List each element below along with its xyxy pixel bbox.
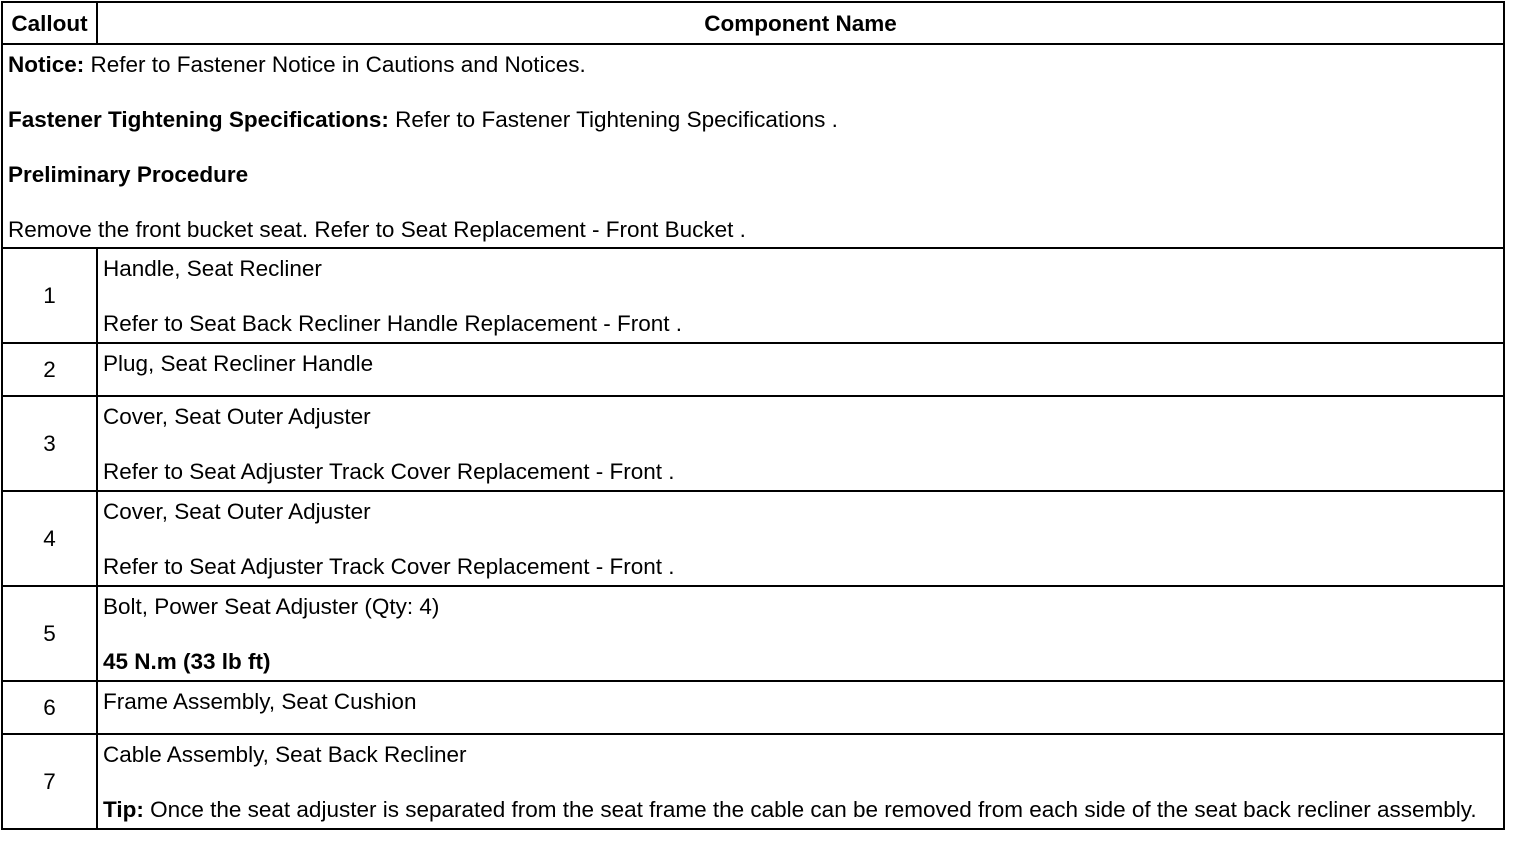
table-row [2,491,1504,586]
tip-text [103,796,1498,823]
component-cell [97,586,1504,681]
component-name: Bolt, Power Seat Adjuster (Qty: 4) [103,594,440,619]
component-cell [97,396,1504,491]
callout-number: 6 [2,681,97,734]
preliminary-procedure-text: Remove the front bucket seat. Refer to Seat Replacement - Front Bucket . [8,217,746,242]
callout-header: Callout [2,2,97,44]
component-cell [97,491,1504,586]
table-row [2,396,1504,491]
callout-number: 2 [2,343,97,396]
component-name: Frame Assembly, Seat Cushion [103,689,417,714]
fastener-spec-label: Fastener Tightening Specifications: [8,107,389,132]
table-header-row [2,2,1504,44]
table-row [2,681,1504,734]
notice-line [8,51,1498,78]
component-name: Cable Assembly, Seat Back Recliner [103,742,467,767]
component-table [1,1,1505,830]
callout-number: 7 [2,734,97,829]
callout-number: 1 [2,248,97,343]
fastener-spec-line [8,106,1498,133]
preliminary-row [2,44,1504,248]
component-name-header: Component Name [97,2,1504,44]
component-name: Handle, Seat Recliner [103,256,322,281]
preliminary-cell [2,44,1504,248]
table-row [2,248,1504,343]
table-row [2,734,1504,829]
notice-label: Notice: [8,52,85,77]
component-name: Plug, Seat Recliner Handle [103,351,374,376]
callout-number: 3 [2,396,97,491]
tip-label: Tip: [103,797,144,822]
fastener-spec-text: Refer to Fastener Tightening Specifications . [388,107,838,132]
table-row [2,343,1504,396]
callout-number: 4 [2,491,97,586]
tip-body: Once the seat adjuster is separated from the seat frame the cable can be removed from each side of the seat back recliner assembly. [143,797,1477,822]
component-cell [97,734,1504,829]
component-name: Cover, Seat Outer Adjuster [103,404,371,429]
notice-text: Refer to Fastener Notice in Cautions and Notices. [84,52,586,77]
component-cell [97,248,1504,343]
component-note: Refer to Seat Adjuster Track Cover Replacement - Front . [103,459,675,484]
component-note: Refer to Seat Adjuster Track Cover Replacement - Front . [103,554,675,579]
component-note: Refer to Seat Back Recliner Handle Replacement - Front . [103,311,683,336]
component-cell [97,343,1504,396]
callout-number: 5 [2,586,97,681]
component-cell [97,681,1504,734]
torque-spec: 45 N.m (33 lb ft) [103,649,271,674]
preliminary-procedure-heading: Preliminary Procedure [8,162,249,187]
component-name: Cover, Seat Outer Adjuster [103,499,371,524]
table-row [2,586,1504,681]
